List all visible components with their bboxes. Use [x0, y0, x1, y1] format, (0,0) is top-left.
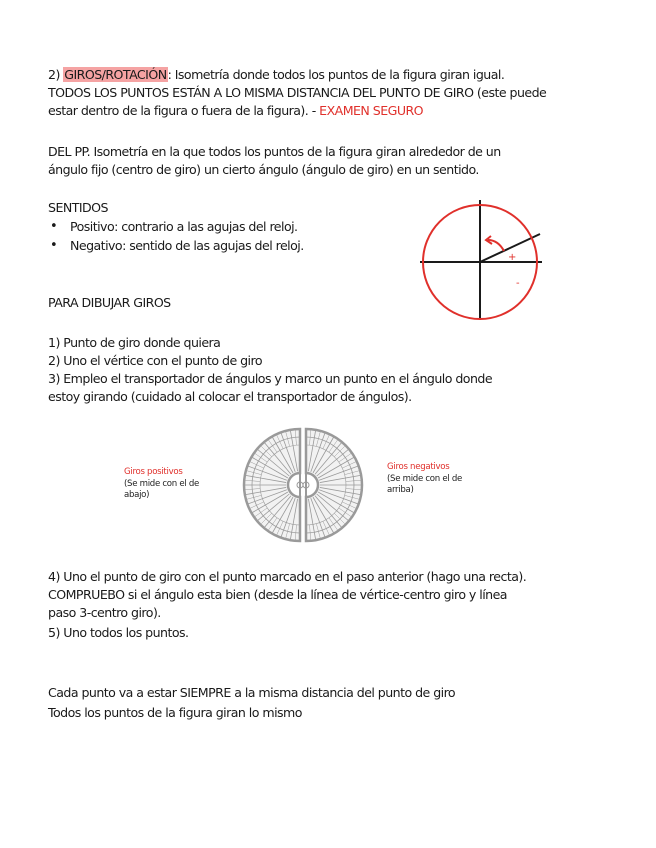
negative-caption-title: Giros negativos [387, 462, 450, 472]
conclusion-line-2: Todos los puntos de la figura giran lo mismo [48, 705, 302, 720]
check-line-1: COMPRUEBO si el ángulo esta bien (desde la línea de vértice-centro giro y línea [48, 587, 507, 602]
list-item: • Positivo: contrario a las agujas del reloj. [48, 217, 304, 236]
positive-caption-note: (Se mide con el de abajo) [124, 478, 199, 500]
negative-caption-note: (Se mide con el de arriba) [387, 473, 462, 495]
positive-rotation-caption [124, 467, 199, 502]
senses-title: SENTIDOS [48, 200, 108, 215]
rotation-sense-diagram [412, 196, 552, 321]
positive-caption-title: Giros positivos [124, 467, 183, 477]
check-line-2: paso 3-centro giro). [48, 605, 161, 620]
section-heading [48, 66, 504, 84]
step-2: 2) Uno el vértice con el punto de giro [48, 353, 262, 368]
heading-highlight: GIROS/ROTACIÓN [64, 67, 167, 82]
step-1: 1) Punto de giro donde quiera [48, 335, 221, 350]
inside-outside-line [48, 102, 423, 120]
upper-protractor-image [304, 427, 384, 543]
heading-definition: Isometría donde todos los puntos de la figura giran igual. [171, 67, 505, 82]
step-4: 4) Uno el punto de giro con el punto marcado en el paso anterior (hago una recta). [48, 569, 527, 584]
positive-direction-arrow [488, 240, 504, 251]
inside-outside-text: estar dentro de la figura o fuera de la figura). - [48, 103, 320, 118]
definition-line-2: ángulo fijo (centro de giro) un cierto ángulo (ángulo de giro) en un sentido. [48, 162, 479, 177]
step-3: 3) Empleo el transportador de ángulos y marco un punto en el ángulo donde [48, 371, 493, 386]
positive-arc [423, 205, 480, 262]
positive-sign: + [508, 252, 517, 263]
senses-list [48, 217, 304, 255]
heading-colon: : [167, 67, 172, 82]
definition-line-1: DEL PP. Isometría en la que todos los puntos de la figura giran alrededor de un [48, 144, 501, 159]
list-item: • Negativo: sentido de las agujas del reloj. [48, 236, 304, 255]
step-5: 5) Uno todos los puntos. [48, 625, 189, 640]
caps-statement: TODOS LOS PUNTOS ESTÁN A LO MISMA DISTANCIA DEL PUNTO DE GIRO (este puede [48, 85, 547, 100]
exam-note: EXAMEN SEGURO [319, 103, 424, 118]
drawing-title: PARA DIBUJAR GIROS [48, 295, 171, 310]
negative-sign: - [516, 278, 520, 289]
negative-rotation-caption [387, 462, 462, 497]
heading-number: 2) [48, 67, 64, 82]
lower-protractor-image [222, 427, 302, 543]
step-3-continued: estoy girando (cuidado al colocar el transportador de ángulos). [48, 389, 412, 404]
conclusion-line-1: Cada punto va a estar SIEMPRE a la misma distancia del punto de giro [48, 685, 456, 700]
